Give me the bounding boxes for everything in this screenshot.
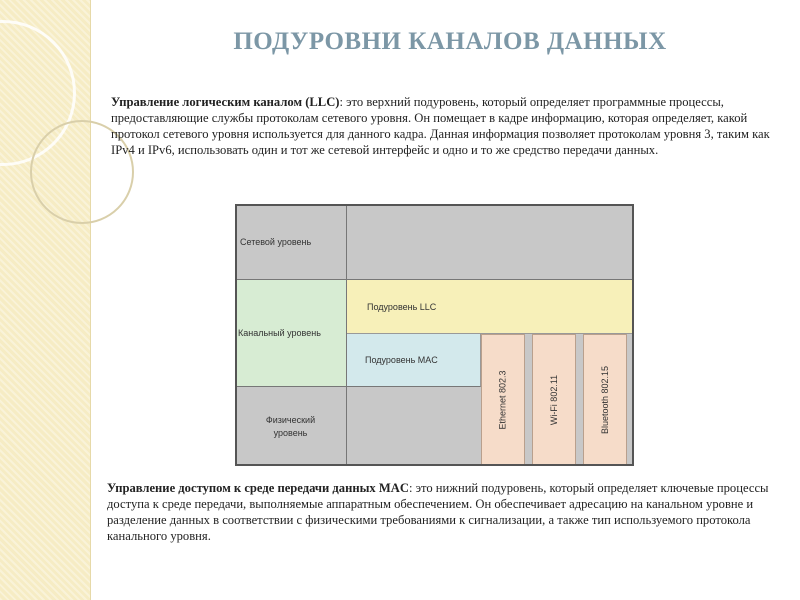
mac-sublayer-cell bbox=[347, 334, 481, 387]
network-layer-cell bbox=[235, 204, 347, 280]
slide-title: ПОДУРОВНИ КАНАЛОВ ДАННЫХ bbox=[233, 28, 667, 55]
standard-ethernet-label: Ethernet 802.3 bbox=[498, 370, 509, 430]
llc-sublayer-cell bbox=[347, 280, 634, 334]
physical-layer-area bbox=[347, 387, 481, 466]
standard-ethernet bbox=[481, 334, 525, 466]
mac-paragraph bbox=[107, 480, 775, 544]
standard-wifi bbox=[532, 334, 576, 466]
llc-text: : это верхний подуровень, который определяет программные процессы, предоставляющие службы протоколам сетевого уровня. Он помещает в кадре информацию, которая определяет, какой протокол сетевого уровня используется для данного кадра. Данная информация позволяет протоколам уровня 3, таким как IPv4 и IPv6, использовать один и тот же сетевой интерфейс и одно и то же средство передачи данных. bbox=[111, 95, 770, 157]
llc-term: Управление логическим каналом (LLC) bbox=[111, 95, 340, 109]
mac-term: Управление доступом к среде передачи данных MAC bbox=[107, 481, 409, 495]
network-layer-label: Сетевой уровень bbox=[240, 236, 312, 247]
mac-sublayer-label: Подуровень MAC bbox=[365, 355, 438, 365]
osi-sublayers-diagram bbox=[235, 204, 634, 466]
physical-layer-label: Физический уровень bbox=[265, 414, 316, 438]
data-link-layer-cell bbox=[235, 280, 347, 387]
standard-wifi-label: Wi-Fi 802.11 bbox=[549, 374, 560, 426]
data-link-layer-label: Канальный уровень bbox=[238, 328, 321, 338]
standard-bluetooth bbox=[583, 334, 627, 466]
mac-text: : это нижний подуровень, который определяет ключевые процессы доступа к среде передачи, выполняемые аппаратным обеспечением. Он обеспечивает адресацию на канальном уровне и разделение данных в соответствии с физическими требованиями к сигнализации, а также тип используемого протокола канального уровня. bbox=[107, 481, 769, 543]
decorative-sidebar bbox=[0, 0, 91, 600]
standard-bluetooth-label: Bluetooth 802.15 bbox=[600, 365, 610, 435]
network-layer-area bbox=[347, 204, 634, 280]
llc-sublayer-label: Подуровень LLC bbox=[367, 301, 437, 312]
physical-layer-cell bbox=[235, 387, 347, 466]
llc-paragraph bbox=[111, 94, 773, 158]
